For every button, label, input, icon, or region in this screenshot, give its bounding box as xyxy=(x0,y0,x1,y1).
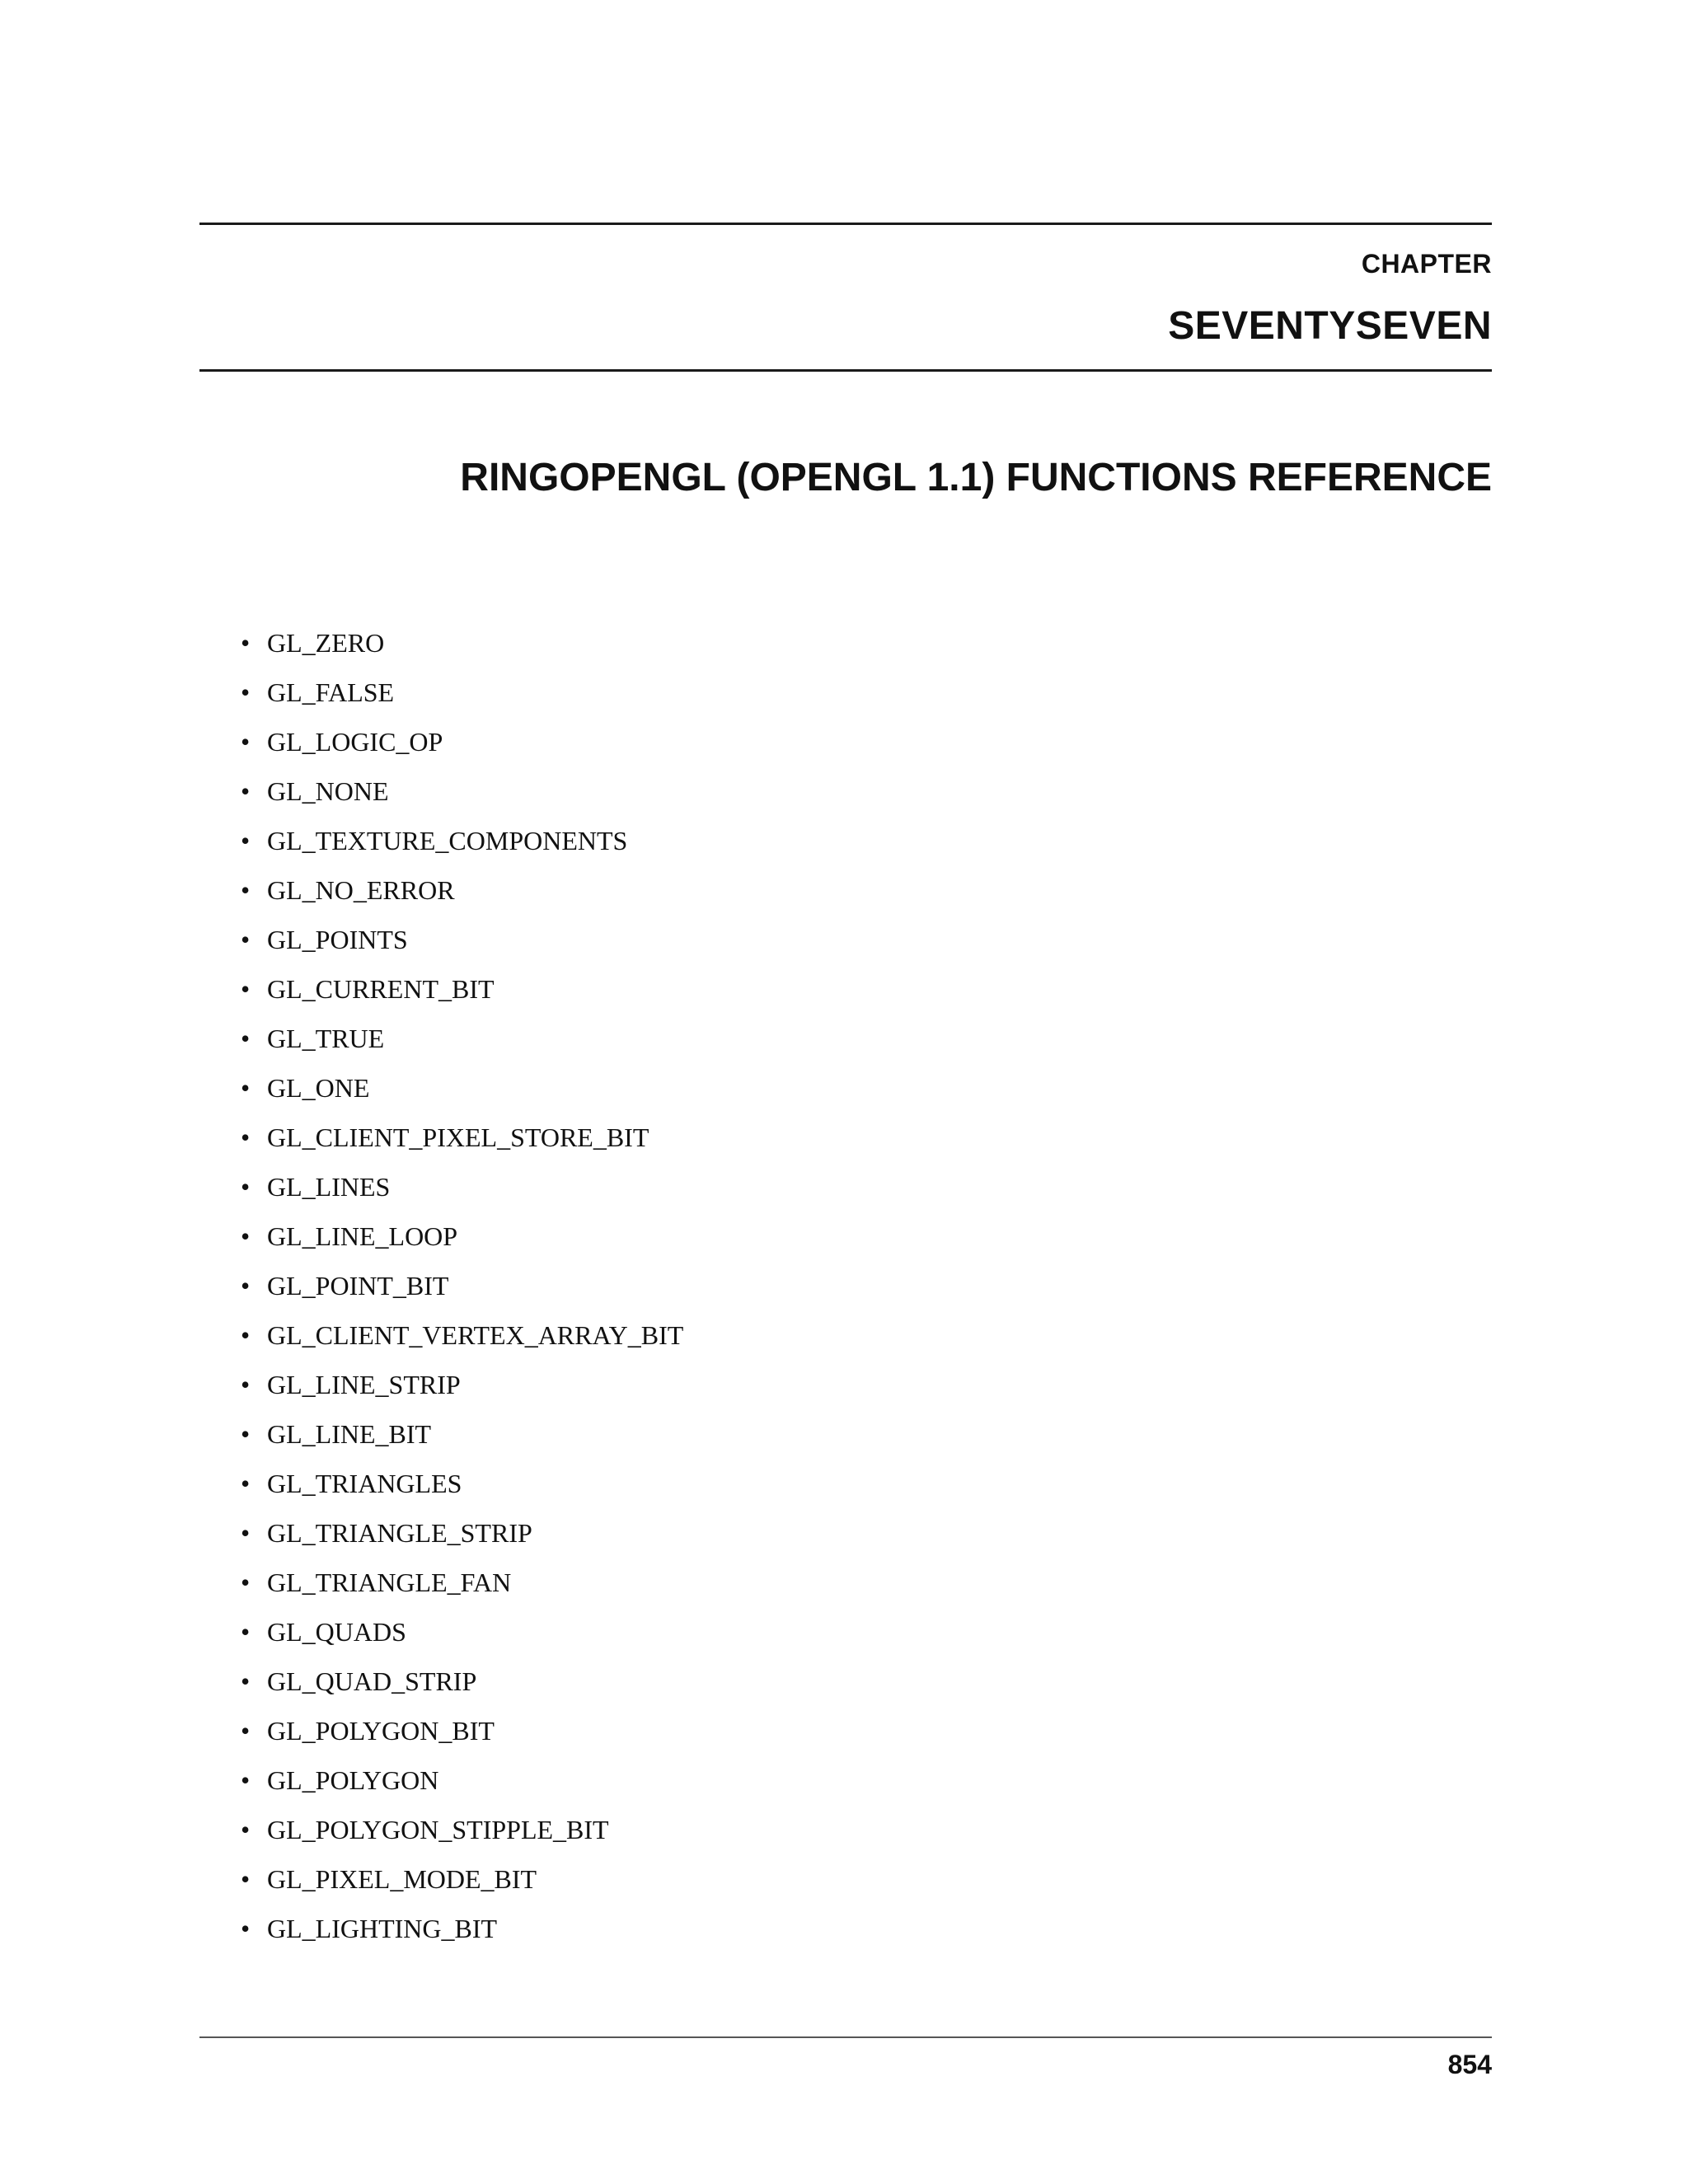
chapter-bottom-rule xyxy=(199,369,1492,372)
list-item-label: GL_CLIENT_PIXEL_STORE_BIT xyxy=(267,1122,649,1152)
list-item xyxy=(241,1563,683,1612)
list-item-label: GL_QUADS xyxy=(267,1617,406,1647)
list-item xyxy=(241,1859,683,1909)
list-item xyxy=(241,821,683,870)
bullet: • xyxy=(241,826,251,855)
list-item-label: GL_QUAD_STRIP xyxy=(267,1666,477,1696)
list-item-label: GL_POLYGON_BIT xyxy=(267,1716,495,1746)
list-item-label: GL_TRUE xyxy=(267,1024,385,1053)
list-item xyxy=(241,722,683,771)
chapter-top-rule xyxy=(199,223,1492,225)
list-item-label: GL_TEXTURE_COMPONENTS xyxy=(267,826,628,855)
bullet: • xyxy=(241,1320,251,1350)
list-item xyxy=(241,1019,683,1068)
list-item-label: GL_LOGIC_OP xyxy=(267,727,443,757)
list-item-label: GL_CURRENT_BIT xyxy=(267,974,495,1004)
list-item-label: GL_ONE xyxy=(267,1073,370,1103)
bullet: • xyxy=(241,1419,251,1449)
list-item-label: GL_LINE_BIT xyxy=(267,1419,432,1449)
chapter-number: SEVENTYSEVEN xyxy=(1168,304,1492,348)
list-item xyxy=(241,870,683,920)
list-item xyxy=(241,1464,683,1513)
list-item xyxy=(241,1365,683,1414)
list-item xyxy=(241,969,683,1019)
bullet: • xyxy=(241,875,251,905)
list-item-label: GL_TRIANGLE_STRIP xyxy=(267,1518,532,1548)
bullet: • xyxy=(241,628,251,658)
list-item-label: GL_POLYGON_STIPPLE_BIT xyxy=(267,1815,609,1844)
list-item xyxy=(241,1167,683,1216)
list-item-label: GL_NONE xyxy=(267,776,389,806)
bullet: • xyxy=(241,1370,251,1399)
list-item-label: GL_TRIANGLES xyxy=(267,1469,462,1498)
list-item-label: GL_CLIENT_VERTEX_ARRAY_BIT xyxy=(267,1320,684,1350)
bullet: • xyxy=(241,1122,251,1152)
list-item xyxy=(241,623,683,673)
bullet: • xyxy=(241,1864,251,1894)
bullet: • xyxy=(241,1469,251,1498)
list-item xyxy=(241,1711,683,1760)
bullet: • xyxy=(241,1073,251,1103)
bullet: • xyxy=(241,727,251,757)
bullet: • xyxy=(241,1271,251,1301)
bullet: • xyxy=(241,1914,251,1943)
list-item xyxy=(241,1315,683,1365)
list-item xyxy=(241,1513,683,1563)
list-item xyxy=(241,1068,683,1118)
list-item xyxy=(241,1810,683,1859)
list-item xyxy=(241,1216,683,1266)
list-item xyxy=(241,1266,683,1315)
bullet: • xyxy=(241,974,251,1004)
list-item xyxy=(241,673,683,722)
chapter-label: CHAPTER xyxy=(1361,249,1492,279)
list-item-label: GL_LINE_STRIP xyxy=(267,1370,461,1399)
list-item xyxy=(241,920,683,969)
list-item-label: GL_LIGHTING_BIT xyxy=(267,1914,498,1943)
bullet: • xyxy=(241,1617,251,1647)
bullet: • xyxy=(241,776,251,806)
list-item-label: GL_TRIANGLE_FAN xyxy=(267,1568,512,1597)
list-item xyxy=(241,1909,683,1958)
bullet: • xyxy=(241,1172,251,1202)
bullet: • xyxy=(241,1666,251,1696)
footer-rule xyxy=(199,2036,1492,2038)
bullet: • xyxy=(241,1765,251,1795)
bullet: • xyxy=(241,1518,251,1548)
list-item-label: GL_LINES xyxy=(267,1172,391,1202)
list-item xyxy=(241,1118,683,1167)
page-title: RINGOPENGL (OPENGL 1.1) FUNCTIONS REFERENCE xyxy=(460,456,1492,499)
list-item-label: GL_POINT_BIT xyxy=(267,1271,449,1301)
list-item-label: GL_POINTS xyxy=(267,925,408,954)
bullet: • xyxy=(241,1815,251,1844)
bullet: • xyxy=(241,1221,251,1251)
bullet: • xyxy=(241,925,251,954)
bullet: • xyxy=(241,1024,251,1053)
bullet: • xyxy=(241,1716,251,1746)
list-item xyxy=(241,1414,683,1464)
list-item-label: GL_PIXEL_MODE_BIT xyxy=(267,1864,537,1894)
constants-list xyxy=(241,623,683,1958)
list-item-label: GL_FALSE xyxy=(267,677,395,707)
list-item-label: GL_POLYGON xyxy=(267,1765,439,1795)
page-number: 854 xyxy=(1447,2050,1492,2079)
list-item-label: GL_NO_ERROR xyxy=(267,875,455,905)
list-item xyxy=(241,771,683,821)
list-item-label: GL_LINE_LOOP xyxy=(267,1221,458,1251)
list-item xyxy=(241,1661,683,1711)
list-item-label: GL_ZERO xyxy=(267,628,385,658)
bullet: • xyxy=(241,1568,251,1597)
list-item xyxy=(241,1760,683,1810)
list-item xyxy=(241,1612,683,1661)
bullet: • xyxy=(241,677,251,707)
